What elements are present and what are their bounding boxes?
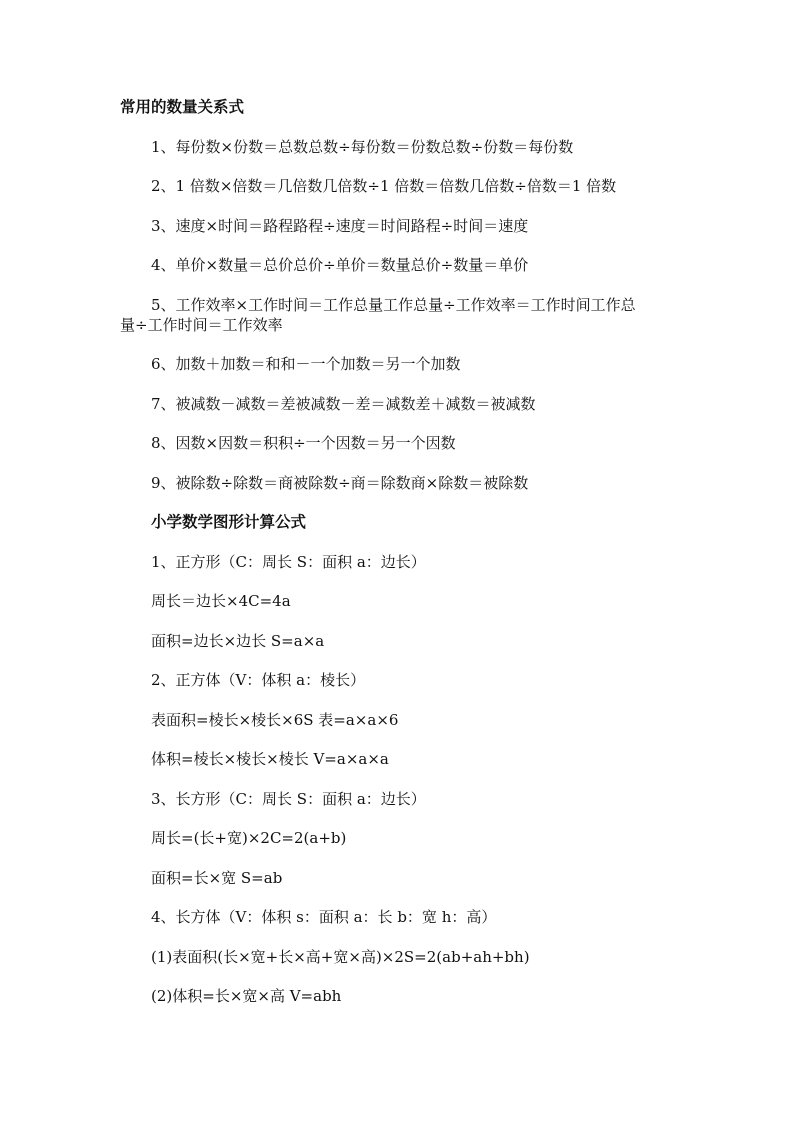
formula-line: 面积=长×宽 S=ab <box>151 869 283 887</box>
formula-line: 体积=棱长×棱长×棱长 V=a×a×a <box>151 750 389 768</box>
formula-line: 面积=边长×边长 S=a×a <box>151 632 325 650</box>
formula-line: (1)表面积(长×宽+长×高+宽×高)×2S=2(ab+ah+bh) <box>151 948 530 966</box>
formula-line: 3、速度×时间＝路程路程÷速度＝时间路程÷时间＝速度 <box>151 217 529 235</box>
section-title-geometry-formulas: 小学数学图形计算公式 <box>151 512 307 531</box>
formula-line: 9、被除数÷除数＝商被除数÷商＝除数商×除数＝被除数 <box>151 474 529 492</box>
formula-line: 4、长方体（V：体积 s：面积 a：长 b：宽 h：高） <box>151 908 497 926</box>
formula-line: 周长＝边长×4C=4a <box>151 592 291 610</box>
formula-line: 6、加数＋加数＝和和－一个加数＝另一个加数 <box>151 355 461 373</box>
formula-line: 4、单价×数量＝总价总价÷单价＝数量总价÷数量＝单价 <box>151 256 529 274</box>
formula-line-continuation: 量÷工作时间＝工作效率 <box>120 316 283 334</box>
formula-line: 3、长方形（C：周长 S：面积 a：边长） <box>151 790 426 808</box>
formula-line: 表面积=棱长×棱长×6S 表=a×a×6 <box>151 711 399 729</box>
section-title-quantity-relations: 常用的数量关系式 <box>120 97 245 116</box>
formula-line: 8、因数×因数＝积积÷一个因数＝另一个因数 <box>151 434 456 452</box>
formula-line: 1、正方形（C：周长 S：面积 a：边长） <box>151 553 426 571</box>
formula-line: (2)体积=长×宽×高 V=abh <box>151 987 342 1005</box>
formula-line: 5、工作效率×工作时间＝工作总量工作总量÷工作效率＝工作时间工作总 <box>151 296 636 314</box>
formula-line: 2、1 倍数×倍数＝几倍数几倍数÷1 倍数＝倍数几倍数÷倍数＝1 倍数 <box>151 177 617 195</box>
formula-line: 7、被减数－减数＝差被减数－差＝减数差＋减数＝被减数 <box>151 395 536 413</box>
formula-line: 2、正方体（V：体积 a：棱长） <box>151 671 366 689</box>
formula-line: 1、每份数×份数＝总数总数÷每份数＝份数总数÷份数＝每份数 <box>151 138 574 156</box>
formula-line: 周长=(长+宽)×2C=2(a+b) <box>151 829 347 847</box>
